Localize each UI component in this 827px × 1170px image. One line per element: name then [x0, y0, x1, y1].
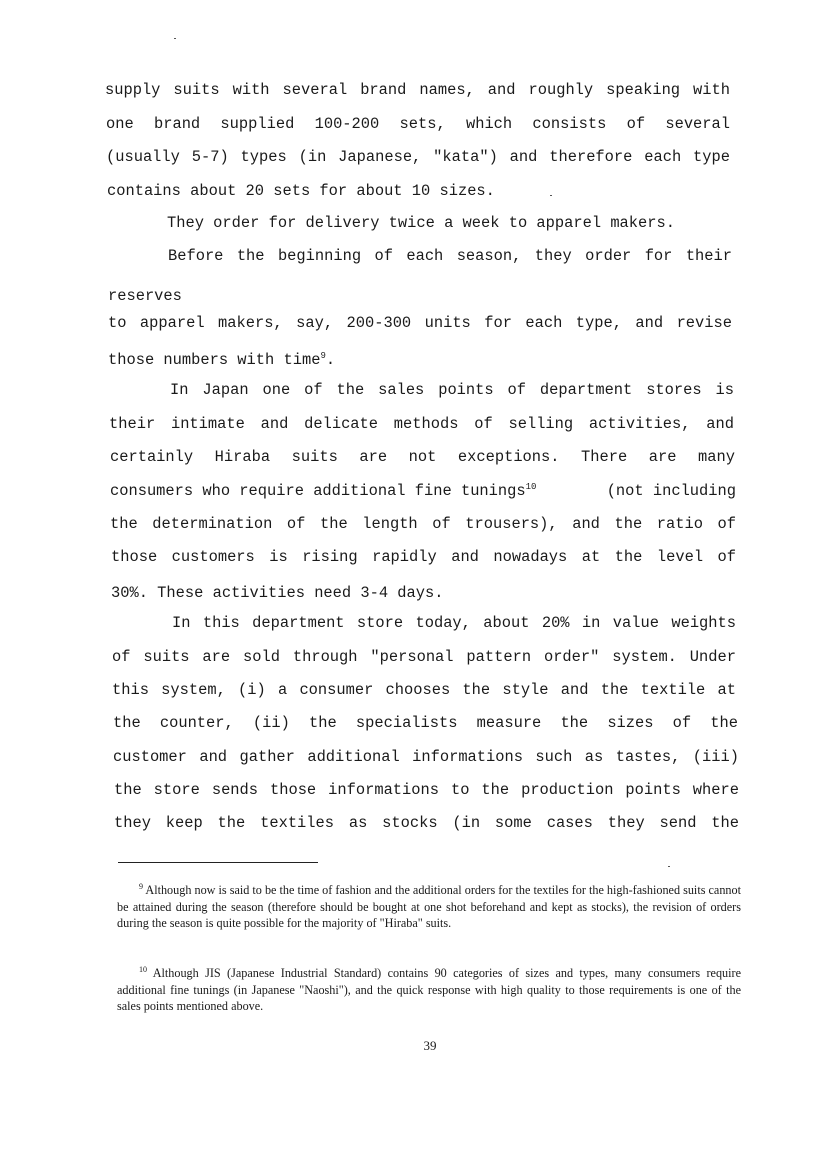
body-line: one brand supplied 100-200 sets, which consists of several: [106, 115, 730, 133]
body-line: Before the beginning of each season, they order for their: [168, 247, 732, 265]
body-line: certainly Hiraba suits are not exceptions. There are many: [110, 448, 735, 466]
body-line-end: (not including: [606, 482, 736, 500]
scan-speck: [550, 195, 552, 196]
body-line: customer and gather additional informations such as tastes, (iii): [113, 748, 739, 766]
footnote-text: Although JIS (Japanese Industrial Standard) contains 90 categories of sizes and types, many consumers require additional fine tunings (in Japanese "Naoshi"), and the quick response with high quality to those requirements is one of the sales points mentioned above.: [117, 966, 741, 1013]
body-line: 30%. These activities need 3-4 days.: [111, 584, 444, 602]
body-line: to apparel makers, say, 200-300 units for each type, and revise: [108, 314, 732, 332]
body-line: they keep the textiles as stocks (in some cases they send the: [114, 814, 739, 832]
scan-speck: [174, 38, 176, 39]
footnote-number: 9: [139, 881, 143, 891]
footnote-ref-9: 9: [320, 350, 326, 361]
body-line: their intimate and delicate methods of selling activities, and: [109, 415, 734, 433]
body-line: this system, (i) a consumer chooses the style and the textile at: [112, 681, 736, 699]
footnote-separator: [118, 862, 318, 863]
body-line: They order for delivery twice a week to apparel makers.: [167, 214, 675, 232]
body-line: reserves: [108, 287, 182, 305]
scan-speck: [668, 866, 670, 867]
footnote-ref-10: 10: [525, 481, 537, 492]
body-line: [110, 481, 736, 501]
body-line: supply suits with several brand names, and roughly speaking with: [105, 81, 730, 99]
body-line: of suits are sold through "personal pattern order" system. Under: [112, 648, 736, 666]
body-line: In this department store today, about 20% in value weights: [172, 614, 736, 632]
body-line: the counter, (ii) the specialists measure the sizes of the: [113, 714, 738, 732]
body-line-end: .: [325, 351, 336, 369]
body-line-text: those numbers with time: [108, 351, 321, 369]
body-line: contains about 20 sets for about 10 sizes.: [107, 182, 495, 200]
footnote-text: Although now is said to be the time of fashion and the additional orders for the textiles for the high-fashioned suits cannot be attained during the season (therefore should be bought at one shot beforehand and kept as stocks), the revision of orders during the season is quite possible for the majority of "Hiraba" suits.: [117, 883, 741, 930]
body-line: (usually 5-7) types (in Japanese, "kata") and therefore each type: [106, 148, 730, 166]
page-number: 39: [423, 1038, 437, 1053]
body-line: the determination of the length of trousers), and the ratio of: [110, 515, 736, 533]
footnote-9: [117, 882, 741, 932]
body-line-text: consumers who require additional fine tunings: [110, 482, 526, 500]
body-line: the store sends those informations to the production points where: [114, 781, 739, 799]
body-line: In Japan one of the sales points of department stores is: [170, 381, 734, 399]
footnote-10: [117, 965, 741, 1015]
body-line: [108, 350, 335, 370]
body-line: those customers is rising rapidly and nowadays at the level of: [111, 548, 736, 566]
footnote-number: 10: [139, 964, 147, 974]
